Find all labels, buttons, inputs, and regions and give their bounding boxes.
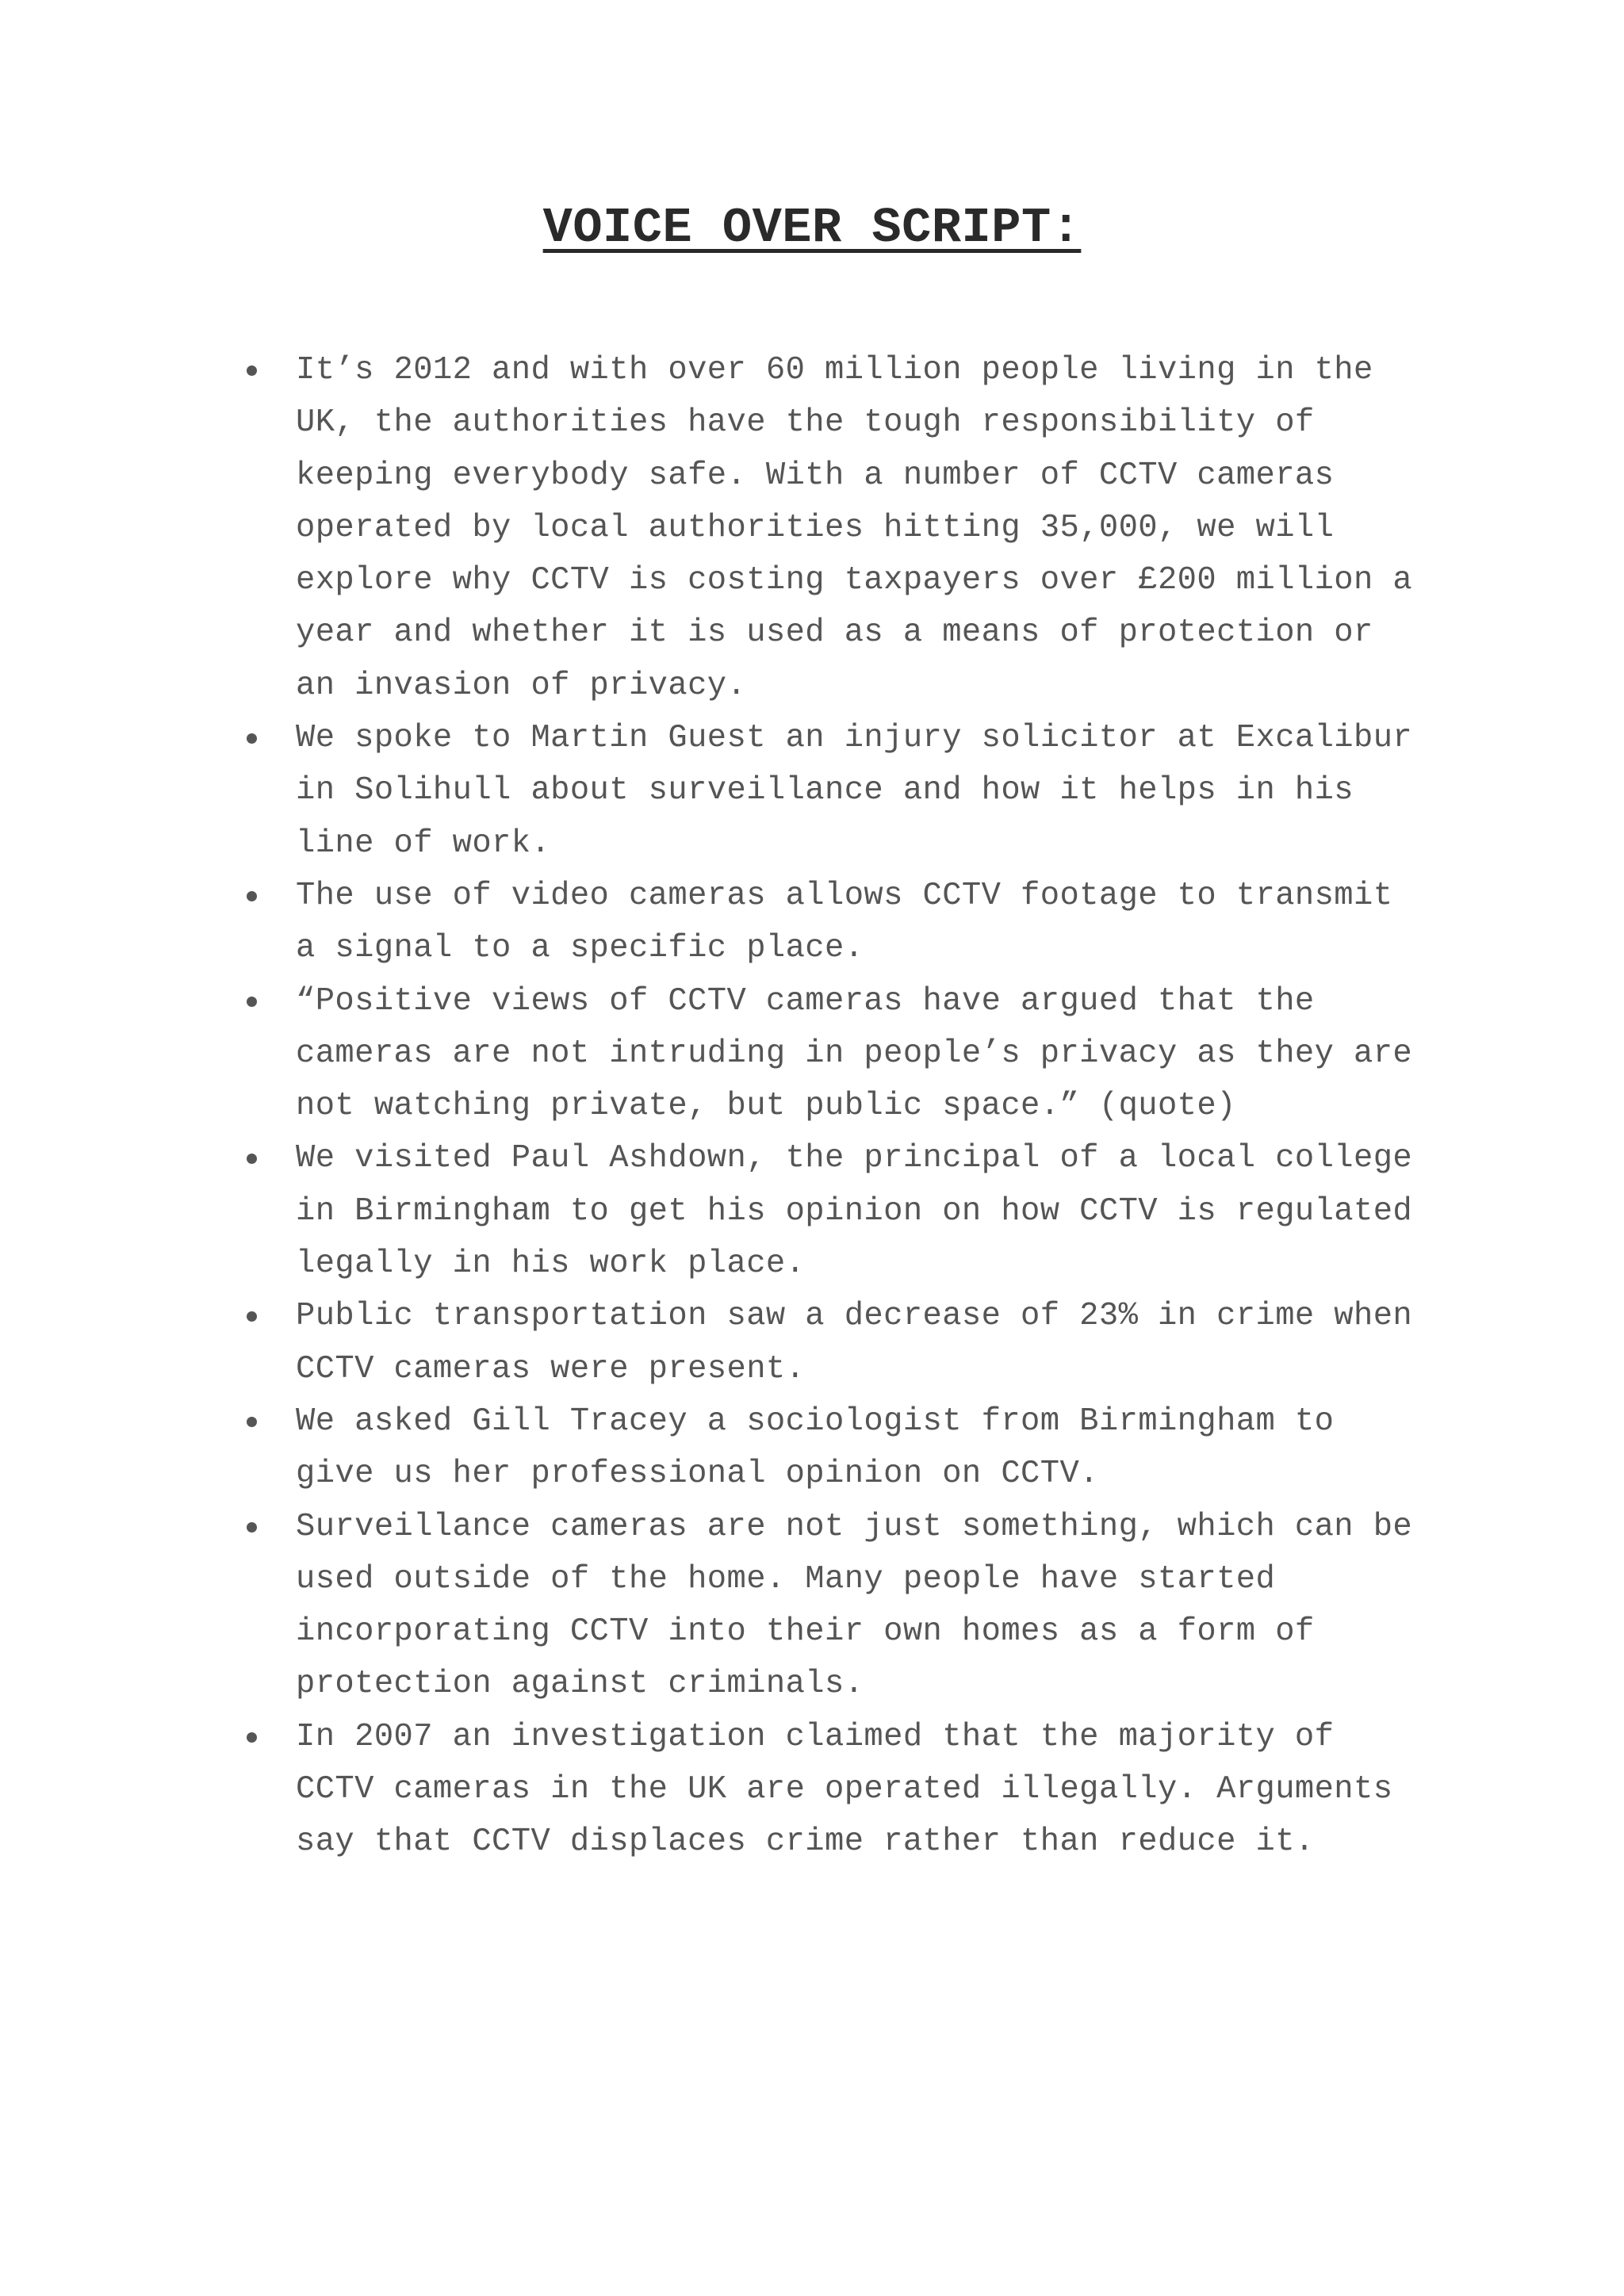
bullet-line: not watching private, but public space.” (quote): [296, 1088, 1236, 1125]
bullet-line: It’s 2012 and with over 60 million people living in the: [296, 352, 1373, 388]
bullet-line: “Positive views of CCTV cameras have argued that the: [296, 982, 1315, 1020]
bullet-line: Surveillance cameras are not just something, which can be: [296, 1508, 1413, 1545]
document-title-text: VOICE OVER SCRIPT:: [542, 200, 1082, 256]
bullet-line: In 2007 an investigation claimed that the majority of: [296, 1718, 1335, 1755]
bullet-line: a signal to a specific place.: [296, 930, 864, 967]
bullet-item: [0, 1132, 1422, 1290]
bullet-dot-icon: [247, 1311, 257, 1322]
bullet-line: in Solihull about surveillance and how it helps in his: [296, 772, 1354, 809]
bullet-dot-icon: [247, 1522, 257, 1533]
bullet-item: [0, 344, 1422, 712]
bullet-line: operated by local authorities hitting 35,000, we will: [296, 509, 1335, 546]
bullet-line: cameras are not intruding in people’s privacy as they are: [296, 1035, 1413, 1072]
bullet-line: in Birmingham to get his opinion on how CCTV is regulated: [296, 1192, 1413, 1230]
bullet-line: keeping everybody safe. With a number of CCTV cameras: [296, 457, 1335, 494]
bullet-item: [0, 870, 1422, 975]
bullet-line: explore why CCTV is costing taxpayers over £200 million a: [296, 562, 1413, 599]
bullet-item: [0, 1501, 1422, 1711]
bullet-line: incorporating CCTV into their own homes as a form of: [296, 1613, 1315, 1651]
bullet-item: [0, 712, 1422, 870]
bullet-dot-icon: [247, 733, 257, 744]
bullet-dot-icon: [247, 891, 257, 901]
bullet-line: say that CCTV displaces crime rather than reduce it.: [296, 1823, 1315, 1861]
bullet-line: CCTV cameras were present.: [296, 1350, 806, 1387]
bullet-list: [0, 344, 1624, 1869]
bullet-item: [0, 1290, 1422, 1395]
bullet-item: [0, 1395, 1422, 1501]
bullet-dot-icon: [247, 365, 257, 376]
bullet-line: We asked Gill Tracey a sociologist from Birmingham to: [296, 1402, 1335, 1440]
bullet-item: [0, 975, 1422, 1133]
bullet-line: protection against criminals.: [296, 1666, 864, 1703]
bullet-line: an invasion of privacy.: [296, 667, 747, 704]
bullet-dot-icon: [247, 1732, 257, 1743]
bullet-line: Public transportation saw a decrease of 23% in crime when: [296, 1298, 1413, 1335]
bullet-dot-icon: [247, 1154, 257, 1164]
bullet-dot-icon: [247, 1417, 257, 1427]
bullet-line: legally in his work place.: [296, 1246, 806, 1283]
bullet-line: The use of video cameras allows CCTV footage to transmit: [296, 877, 1393, 914]
bullet-line: line of work.: [296, 825, 551, 862]
bullet-line: used outside of the home. Many people have started: [296, 1560, 1276, 1598]
bullet-line: CCTV cameras in the UK are operated illegally. Arguments: [296, 1771, 1393, 1808]
bullet-item: [0, 1711, 1422, 1869]
document-title: [0, 197, 1624, 260]
bullet-dot-icon: [247, 997, 257, 1007]
bullet-line: year and whether it is used as a means of protection or: [296, 614, 1373, 652]
bullet-line: give us her professional opinion on CCTV.: [296, 1456, 1099, 1493]
bullet-line: We spoke to Martin Guest an injury solicitor at Excalibur: [296, 720, 1413, 757]
bullet-line: We visited Paul Ashdown, the principal of a local college: [296, 1140, 1413, 1177]
bullet-line: UK, the authorities have the tough responsibility of: [296, 404, 1315, 442]
